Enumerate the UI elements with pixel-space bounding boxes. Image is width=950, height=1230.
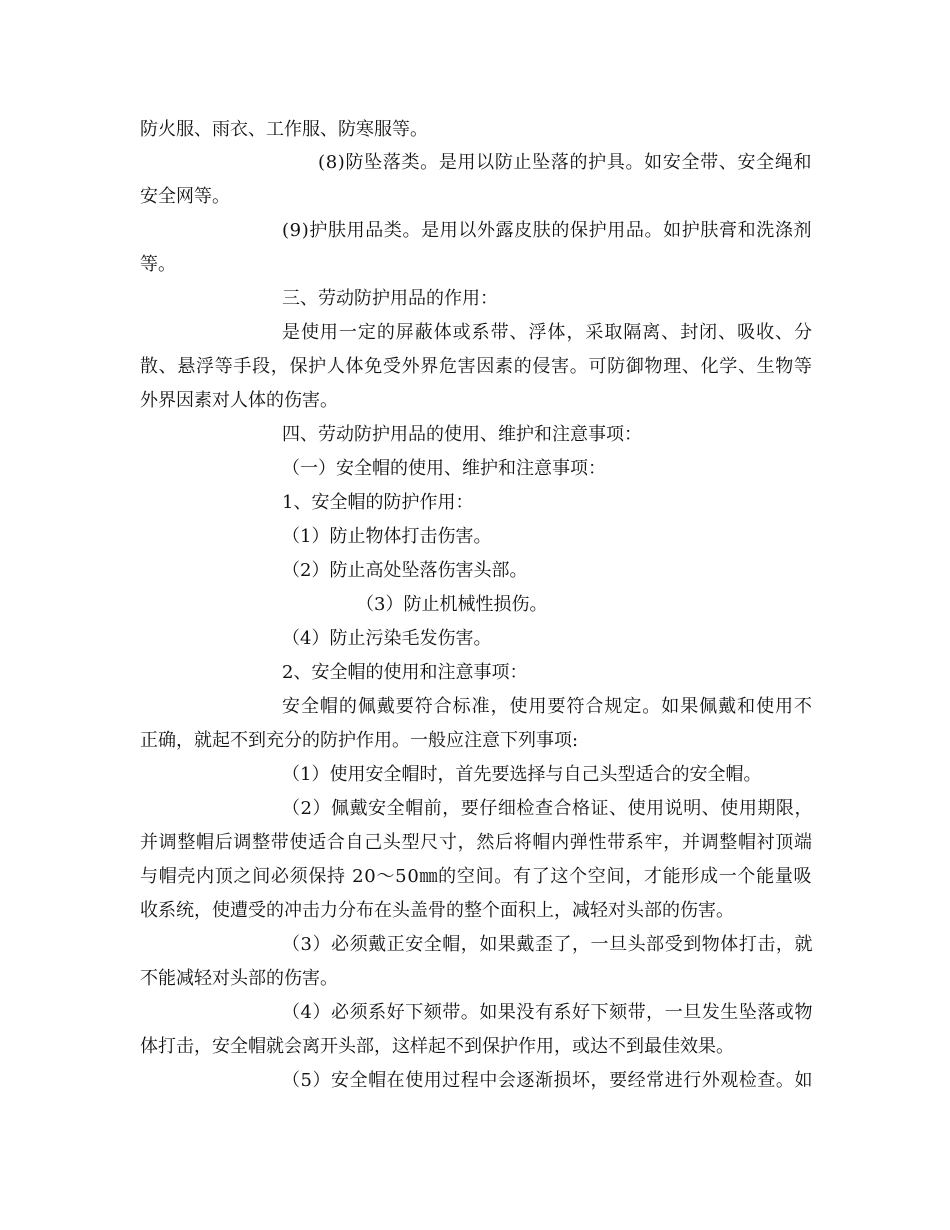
text-line: 安全帽的佩戴要符合标准，使用要符合规定。如果佩戴和使用不 xyxy=(282,696,813,717)
text-line: 与帽壳内顶之间必须保持 20～50㎜的空间。有了这个空间，才能形成一个能量吸 xyxy=(140,866,813,887)
text-line: (8)防坠落类。是用以防止坠落的护具。如安全带、安全绳和 xyxy=(318,152,813,173)
subsection-heading: （一）安全帽的使用、维护和注意事项： xyxy=(282,458,606,479)
text-line: 外界因素对人体的伤害。 xyxy=(140,390,338,411)
list-item: （3）必须戴正安全帽，如果戴歪了，一旦头部受到物体打击，就 xyxy=(282,934,813,955)
text-line: 并调整帽后调整带使适合自己头型尺寸，然后将帽内弹性带系牢，并调整帽衬顶端 xyxy=(140,832,813,853)
text-line: 防火服、雨衣、工作服、防寒服等。 xyxy=(140,119,428,140)
text-line: 散、悬浮等手段，保护人体免受外界危害因素的侵害。可防御物理、化学、生物等 xyxy=(140,356,813,377)
list-item: （3）防止机械性损伤。 xyxy=(356,594,548,615)
subsection-heading: 1、安全帽的防护作用： xyxy=(282,492,474,513)
text-line: 不能减轻对头部的伤害。 xyxy=(140,968,338,989)
text-line: 正确，就起不到充分的防护作用。一般应注意下列事项: xyxy=(140,730,579,751)
list-item: （4）防止污染毛发伤害。 xyxy=(282,628,492,649)
list-item: （4）必须系好下颏带。如果没有系好下颏带，一旦发生坠落或物 xyxy=(282,1002,813,1023)
subsection-heading: 2、安全帽的使用和注意事项： xyxy=(282,662,528,683)
list-item: （1）防止物体打击伤害。 xyxy=(282,526,492,547)
list-item: （2）佩戴安全帽前，要仔细检查合格证、使用说明、使用期限， xyxy=(282,798,813,819)
list-item: （2）防止高处坠落伤害头部。 xyxy=(282,560,528,581)
text-line: 安全网等。 xyxy=(140,186,230,207)
section-heading: 三、劳动防护用品的作用： xyxy=(282,288,498,309)
list-item: （1）使用安全帽时，首先要选择与自己头型适合的安全帽。 xyxy=(282,764,762,785)
text-line: 等。 xyxy=(140,254,176,275)
section-heading: 四、劳动防护用品的使用、维护和注意事项： xyxy=(282,424,642,445)
list-item: （5）安全帽在使用过程中会逐渐损坏，要经常进行外观检查。如 xyxy=(282,1070,813,1091)
text-line: 是使用一定的屏蔽体或系带、浮体，采取隔离、封闭、吸收、分 xyxy=(282,322,813,343)
text-line: (9)护肤用品类。是用以外露皮肤的保护用品。如护肤膏和洗涤剂 xyxy=(282,220,813,241)
text-line: 收系统，使遭受的冲击力分布在头盖骨的整个面积上，减轻对头部的伤害。 xyxy=(140,900,734,921)
text-line: 体打击，安全帽就会离开头部，这样起不到保护作用，或达不到最佳效果。 xyxy=(140,1036,734,1057)
